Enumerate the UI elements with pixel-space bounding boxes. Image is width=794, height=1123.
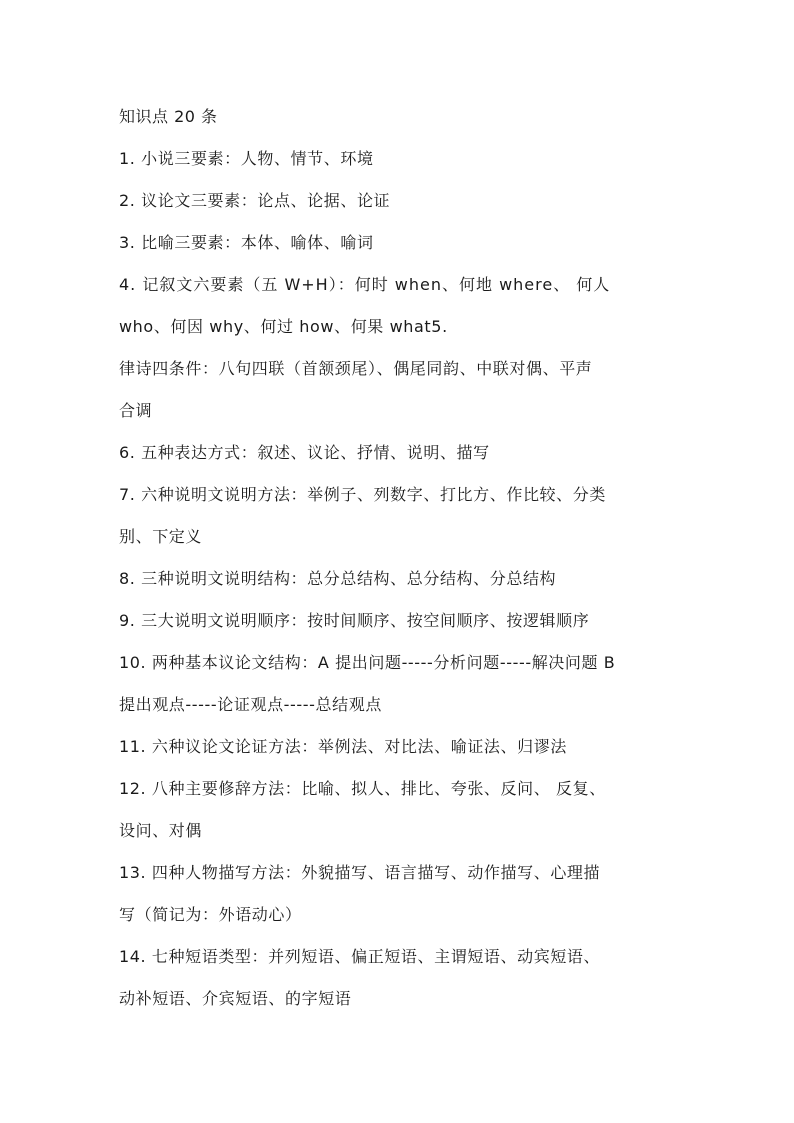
text-line-14: 提出观点-----论证观点-----总结观点 (119, 695, 382, 714)
text-line-16: 12. 八种主要修辞方法：比喻、拟人、排比、夸张、反问、 反复、 (119, 779, 606, 798)
text-line-4: 4. 记叙文六要素（五 W+H）：何时 when、何地 where、 何人 (119, 275, 611, 294)
text-line-15: 11. 六种议论文论证方法：举例法、对比法、喻证法、归谬法 (119, 737, 567, 756)
text-line-12: 9. 三大说明文说明顺序：按时间顺序、按空间顺序、按逻辑顺序 (119, 611, 590, 630)
text-line-1: 1. 小说三要素：人物、情节、环境 (119, 149, 374, 168)
text-line-18: 13. 四种人物描写方法：外貌描写、语言描写、动作描写、心理描 (119, 863, 601, 882)
text-line-19: 写（简记为：外语动心） (119, 905, 302, 924)
text-line-21: 动补短语、介宾短语、的字短语 (119, 989, 352, 1008)
text-line-9: 7. 六种说明文说明方法：举例子、列数字、打比方、作比较、分类 (119, 485, 606, 504)
text-line-6: 律诗四条件：八句四联（首颔颈尾）、偶尾同韵、中联对偶、平声 (119, 359, 593, 378)
text-line-10: 别、下定义 (119, 527, 203, 546)
text-line-11: 8. 三种说明文说明结构：总分总结构、总分结构、分总结构 (119, 569, 557, 588)
document-title: 知识点 20 条 (119, 107, 218, 126)
text-line-20: 14. 七种短语类型：并列短语、偏正短语、主谓短语、动宾短语、 (119, 947, 601, 966)
text-line-3: 3. 比喻三要素：本体、喻体、喻词 (119, 233, 374, 252)
document-body (119, 103, 675, 1027)
text-line-7: 合调 (119, 401, 153, 420)
text-line-8: 6. 五种表达方式：叙述、议论、抒情、说明、描写 (119, 443, 490, 462)
text-line-2: 2. 议论文三要素：论点、论据、论证 (119, 191, 391, 210)
text-line-13: 10. 两种基本议论文结构：A 提出问题-----分析问题-----解决问题 B (119, 653, 616, 672)
text-line-17: 设问、对偶 (119, 821, 203, 840)
text-line-5: who、何因 why、何过 how、何果 what5. (119, 317, 448, 336)
